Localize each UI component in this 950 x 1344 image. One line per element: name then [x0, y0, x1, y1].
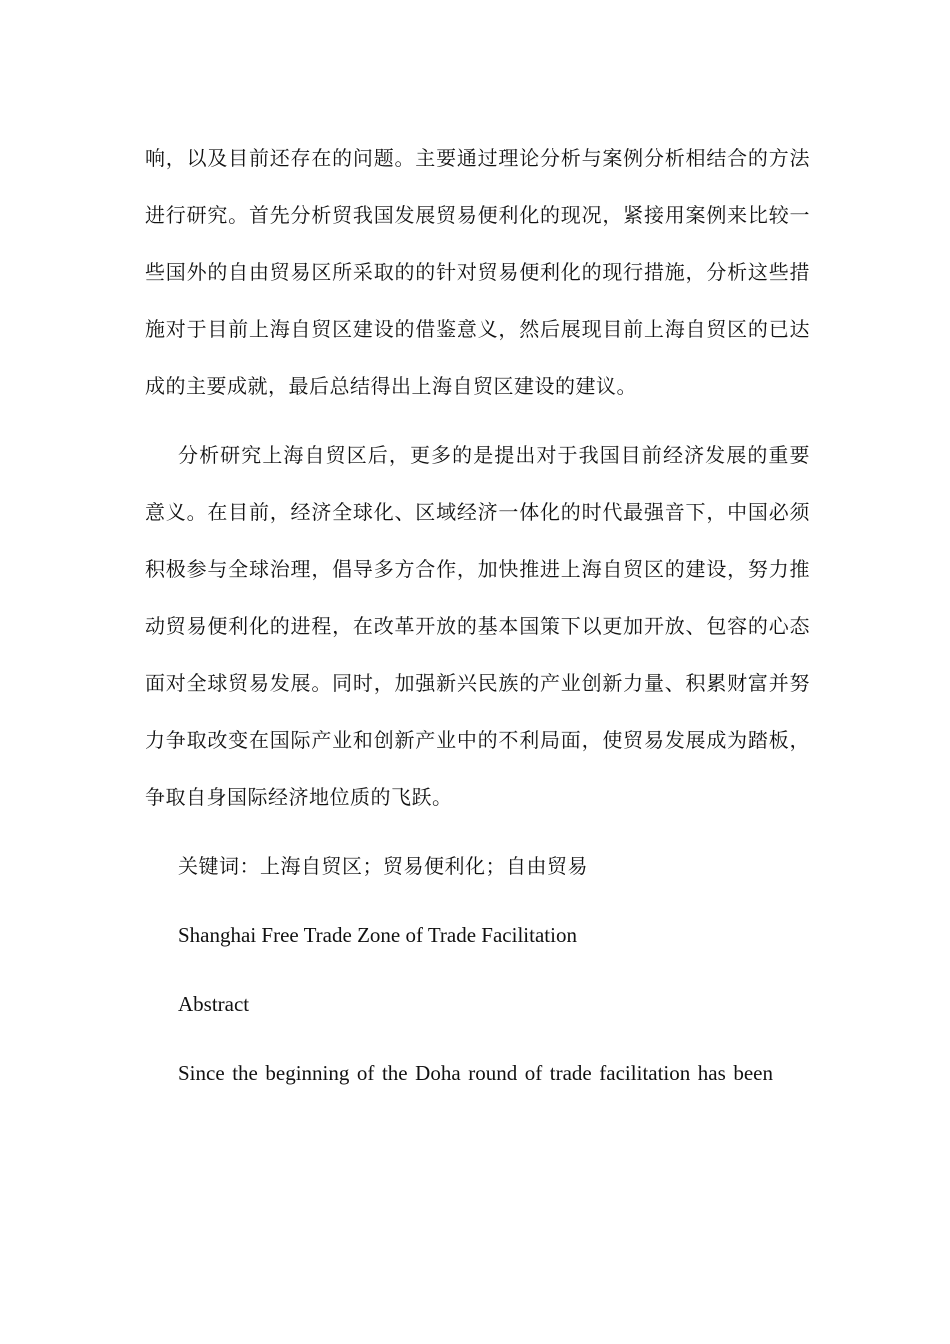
keywords-line: 关键词：上海自贸区；贸易便利化；自由贸易 — [178, 854, 588, 878]
body-paragraph-2: 分析研究上海自贸区后，更多的是提出对于我国目前经济发展的重要意义。在目前，经济全球化、区域经济一体化的时代最强音下，中国必须积极参与全球治理，倡导多方合作，加快推进上海自贸区的建设，努力推动贸易便利化的进程，在改革开放的基本国策下以更加开放、包容的心态面对全球贸易发展。同时，加强新兴民族的产业创新力量、积累财富并努力争取改变在国际产业和创新产业中的不利局面，使贸易发展成为踏板，争取自身国际经济地位质的飞跃。 — [145, 443, 810, 809]
body-paragraph-1: 响，以及目前还存在的问题。主要通过理论分析与案例分析相结合的方法进行研究。首先分析贸我国发展贸易便利化的现况，紧接用案例来比较一些国外的自由贸易区所采取的的针对贸易便利化的现行措施，分析这些措施对于目前上海自贸区建设的借鉴意义，然后展现目前上海自贸区的已达成的主要成就，最后总结得出上海自贸区建设的建议。 — [145, 146, 810, 398]
english-title: Shanghai Free Trade Zone of Trade Facilitation — [178, 923, 577, 947]
document-page — [145, 130, 810, 1102]
abstract-first-line: Since the beginning of the Doha round of trade facilitation has been — [178, 1061, 773, 1085]
abstract-heading: Abstract — [178, 992, 250, 1016]
